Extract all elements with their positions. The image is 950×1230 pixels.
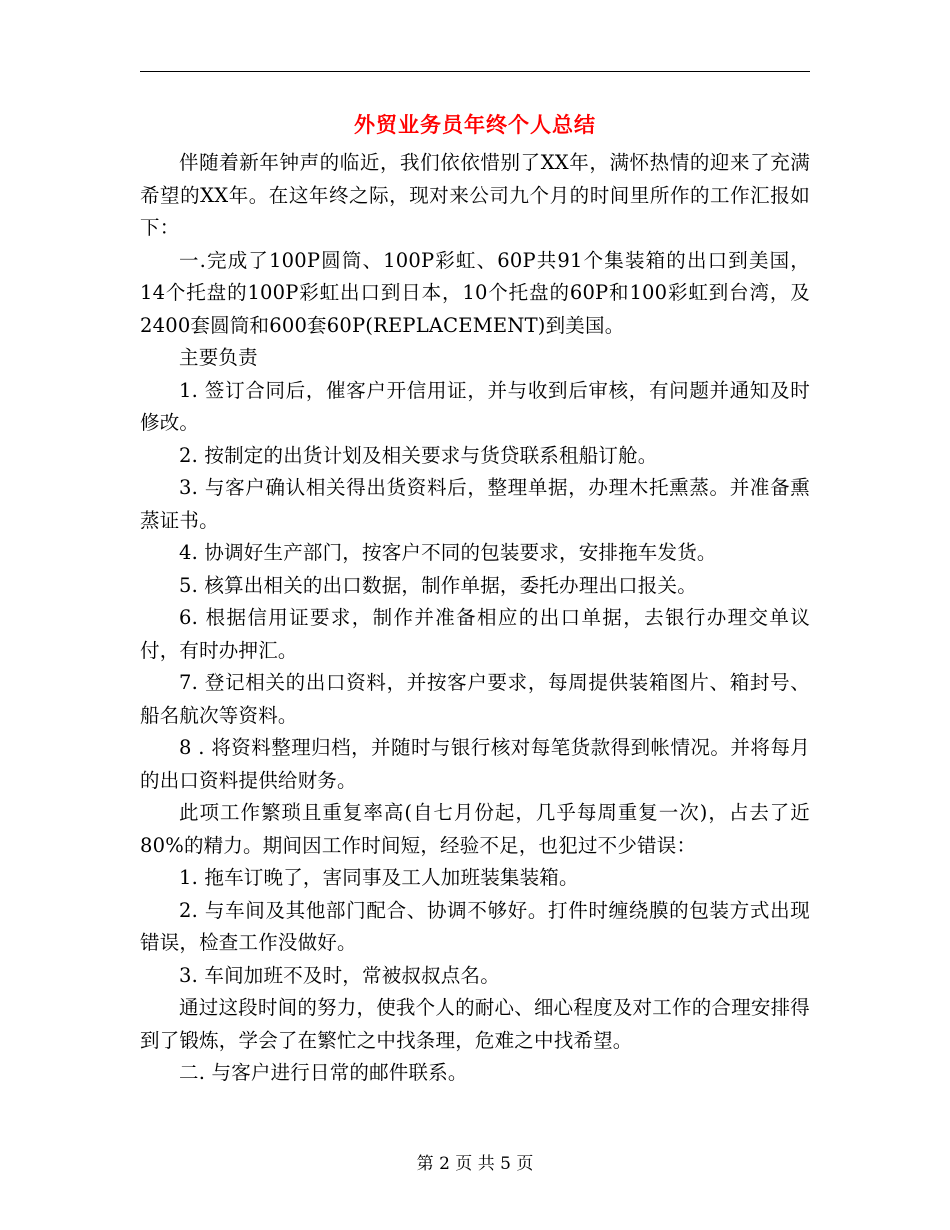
- list-item: 2. 按制定的出货计划及相关要求与货贷联系租船订舱。: [179, 443, 658, 467]
- paragraph: 一.完成了100P圆筒、100P彩虹、60P共91个集装箱的出口到美国，14个托盘的100P彩虹出口到日本，10个托盘的60P和100彩虹到台湾，及2400套圆筒和600套60P(REPLACEMENT)到美国。: [140, 248, 810, 337]
- paragraph: 通过这段时间的努力，使我个人的耐心、细心程度及对工作的合理安排得到了锻炼，学会了在繁忙之中找条理，危难之中找希望。: [140, 996, 810, 1052]
- page-number-footer: 第 2 页 共 5 页: [416, 1154, 534, 1174]
- document-title: 外贸业务员年终个人总结: [354, 112, 596, 137]
- list-item: 1. 拖车订晚了，害同事及工人加班装集装箱。: [179, 866, 579, 889]
- header-rule: [140, 71, 810, 72]
- list-item: 8 . 将资料整理归档，并随时与银行核对每笔货款得到帐情况。并将每月的出口资料提供给财务。: [140, 736, 810, 792]
- list-item: 3. 与客户确认相关得出货资料后，整理单据，办理木托熏蒸。并准备熏蒸证书。: [140, 476, 810, 532]
- list-item: 7. 登记相关的出口资料，并按客户要求，每周提供装箱图片、箱封号、船名航次等资料。: [140, 671, 810, 727]
- list-item: 1. 签订合同后，催客户开信用证，并与收到后审核，有问题并通知及时修改。: [140, 378, 810, 434]
- paragraph: 主要负责: [179, 346, 258, 369]
- paragraph: 此项工作繁琐且重复率高(自七月份起，几乎每周重复一次)，占去了近80%的精力。期间因工作时间短，经验不足，也犯过不少错误：: [140, 801, 810, 857]
- list-item: 2. 与车间及其他部门配合、协调不够好。打件时缠绕膜的包装方式出现错误，检查工作没做好。: [140, 898, 810, 954]
- list-item: 5. 核算出相关的出口数据，制作单据，委托办理出口报关。: [179, 573, 697, 597]
- list-item: 6. 根据信用证要求，制作并准备相应的出口单据，去银行办理交单议付，有时办押汇。: [140, 606, 810, 662]
- paragraph: 二. 与客户进行日常的邮件联系。: [179, 1061, 468, 1084]
- document-body: [140, 147, 810, 1090]
- list-item: 3. 车间加班不及时，常被叔叔点名。: [179, 963, 500, 987]
- list-item: 4. 协调好生产部门，按客户不同的包装要求，安排拖车发货。: [179, 541, 717, 564]
- paragraph: 伴随着新年钟声的临近，我们依依惜别了XX年，满怀热情的迎来了充满希望的XX年。在这年终之际，现对来公司九个月的时间里所作的工作汇报如下：: [140, 151, 810, 239]
